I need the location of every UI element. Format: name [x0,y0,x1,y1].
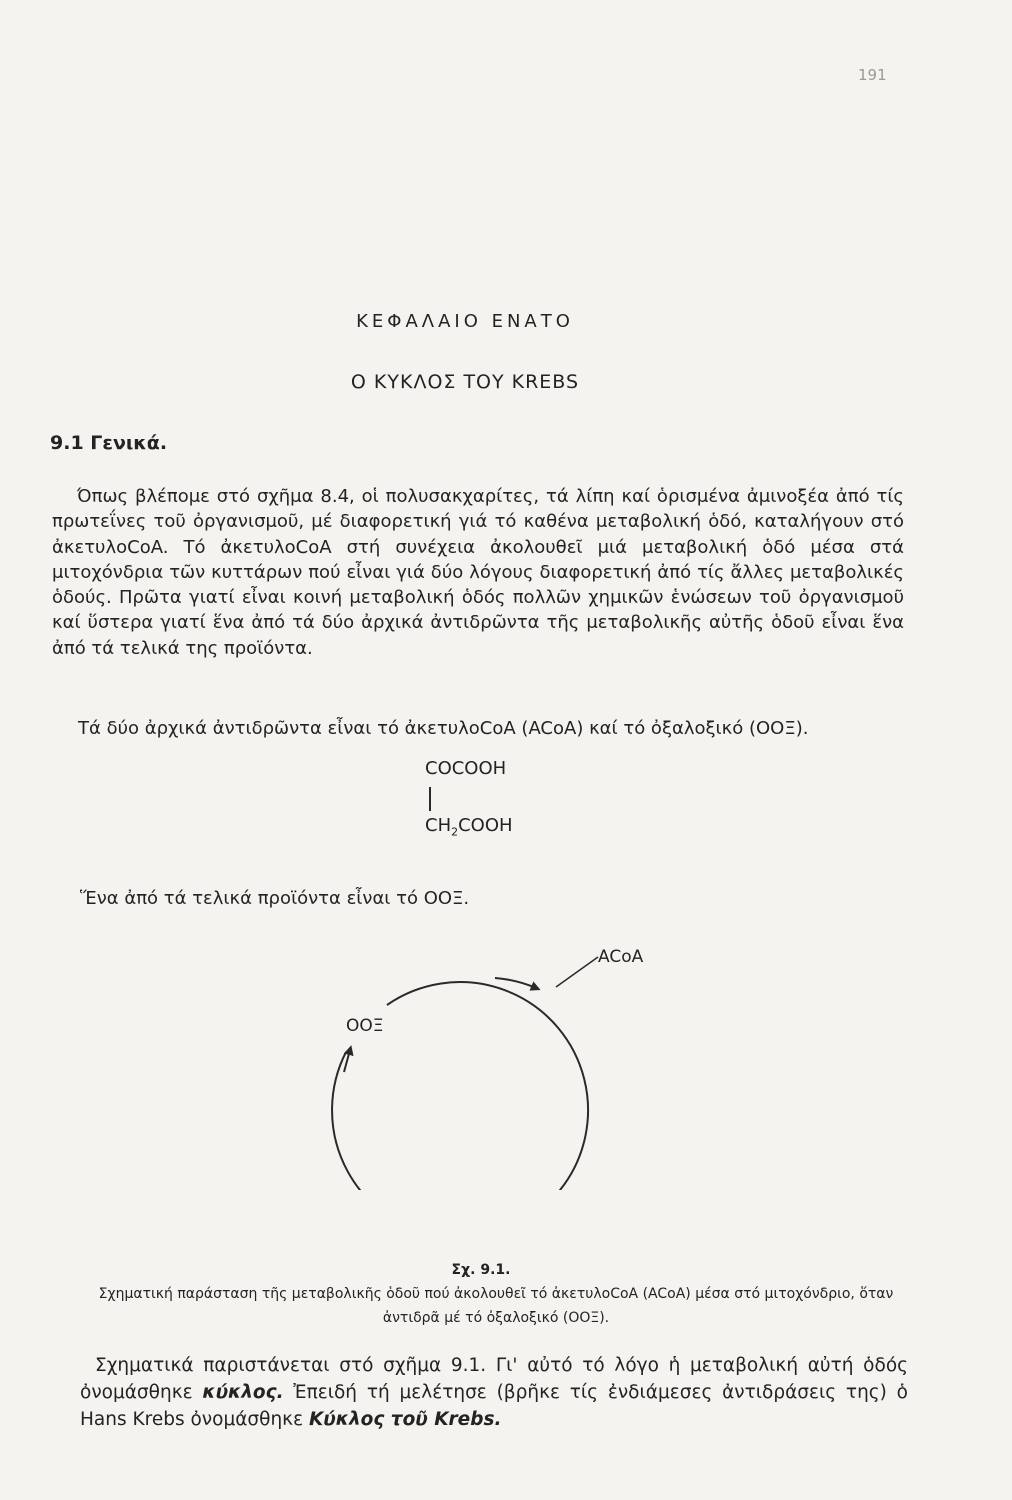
formula-line-1: COCOOH [425,758,507,779]
krebs-cycle-term: Κύκλος τοῦ Krebs. [308,1409,502,1430]
krebs-cycle-diagram [300,930,700,1190]
formula-subscript: 2 [451,825,459,839]
paragraph-2: Τά δύο ἀρχικά ἀντιδρῶντα εἶναι τό ἀκετυλοCoA (ACoA) καί τό ὀξαλοξικό (ΟΟΞ). [78,718,809,739]
cycle-arrow-top [495,978,536,988]
section-heading: 9.1 Γενικά. [50,432,168,454]
acoa-pointer-line [556,957,598,987]
formula-line-2 [425,815,513,839]
paragraph-1: Όπως βλέπομε στό σχῆμα 8.4, οἱ πολυσακχαρίτες, τά λίπη καί ὁρισμένα ἀμινοξέα ἀπό τίς πρωτεΐνες τοῦ ὀργανισμοῦ, μέ διαφορετική γιά τό καθένα μεταβολική ὁδό, καταλήγουν στό ἀκετυλοCoA. Τό ἀκετυλοCoA στή συνέχεια ἀκολουθεῖ μιά μεταβολική ὁδό μέσα στά μιτοχόνδρια τῶν κυττάρων πού εἶναι γιά δύο λόγους διαφορετική ἀπό τίς ἄλλες μεταβολικές ὁδούς. Πρῶτα γιατί εἶναι κοινή μεταβολική ὁδός πολλῶν χημικῶν ἑνώσεων τοῦ ὀργανισμοῦ καί ὕστερα γιατί ἕνα ἀπό τά δύο ἀρχικά ἀντιδρῶντα τῆς μεταβολικῆς αὐτῆς ὁδοῦ εἶναι ἕνα ἀπό τά τελικά της προϊόντα. [52,486,904,659]
paragraph-4-part-2: Ἐπειδή τή μελέτησε (βρῆκε τίς ἐνδιάμεσες ἀντιδράσεις της) ὁ Hans Krebs ὀνομάσθηκε [80,1382,908,1430]
figure-number: Σχ. 9.1. [451,1262,511,1278]
formula-bond [429,787,431,811]
formula-ch: CH [425,815,452,836]
cycle-term: κύκλος. [202,1382,284,1403]
paragraph-3: Ἕνα ἀπό τά τελικά προϊόντα εἶναι τό ΟΟΞ. [80,888,470,909]
cycle-circle [332,982,588,1190]
formula-cooh: COOH [458,815,513,836]
acoa-label: ACoA [598,947,644,967]
chapter-title: Ο ΚΥΚΛΟΣ ΤΟΥ KREBS [350,371,580,393]
paragraph-4 [80,1352,908,1433]
ooks-label: ΟΟΞ [346,1016,384,1036]
chapter-label: ΚΕΦΑΛΑΙΟ ΕΝΑΤΟ [356,311,574,332]
paragraph-4-part-1: Σχηματικά παριστάνεται στό σχῆμα 9.1. Γι' αὐτό τό λόγο ἡ μεταβολική αὐτή ὁδός ὀνομάσθηκε [80,1355,908,1403]
figure-caption: Σχηματική παράσταση τῆς μεταβολικῆς ὁδοῦ πού ἀκολουθεῖ τό ἀκετυλοCoA (ACoA) μέσα στό μιτοχόνδριο, ὅταν ἀντιδρᾶ μέ τό ὀξαλοξικό (ΟΟΞ). [98,1286,894,1326]
page-number: 191 [858,66,887,84]
